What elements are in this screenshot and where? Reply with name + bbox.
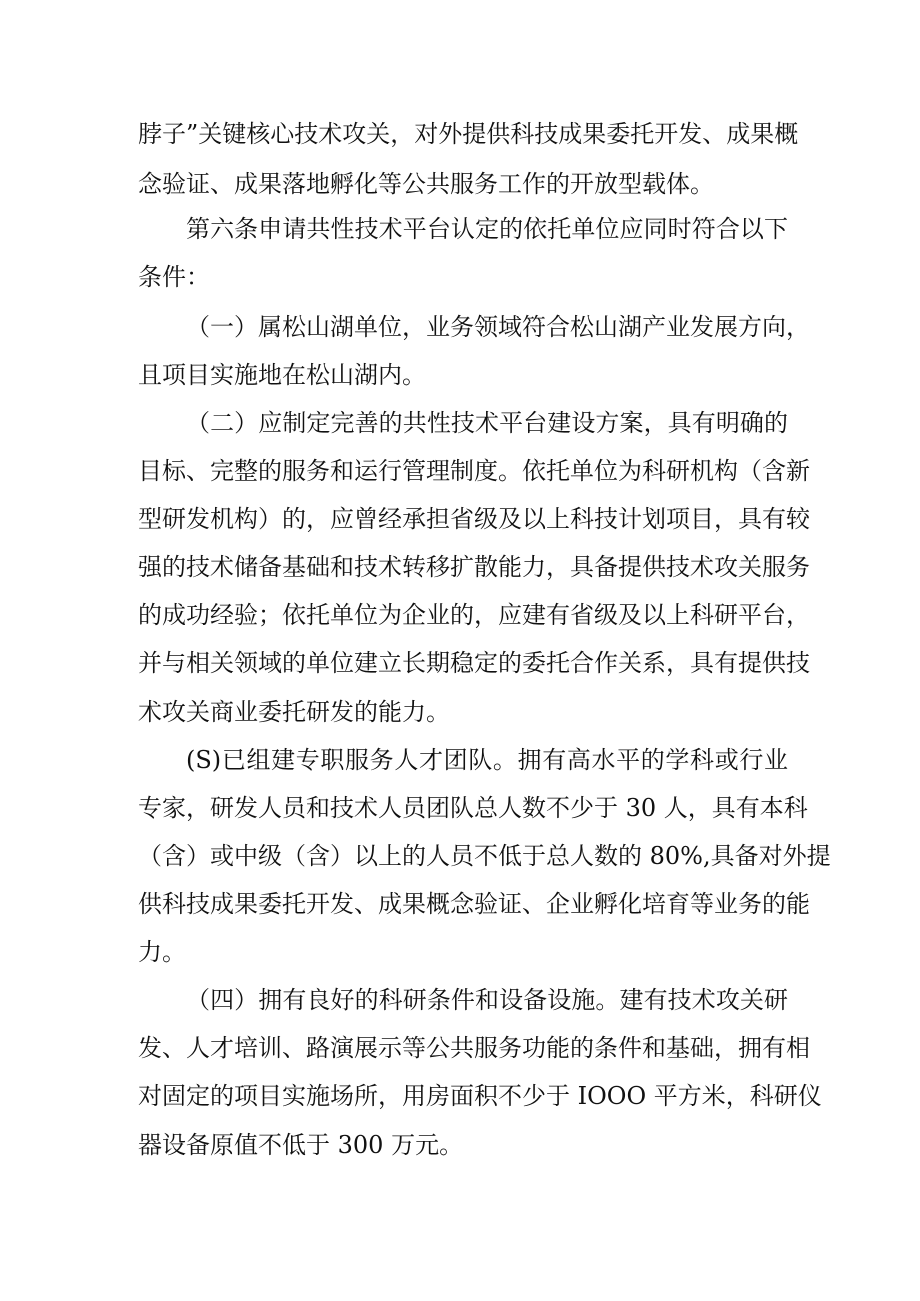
text-line: (S)已组建专职服务人才团队。拥有高水平的学科或行业 [186,746,788,774]
text-line: 并与相关领域的单位建立长期稳定的委托合作关系，具有提供技 [138,649,810,677]
text-line: （四）拥有良好的科研条件和设备设施。建有技术攻关研 [186,986,788,1014]
text-line: 第六条申请共性技术平台认定的依托单位应同时符合以下 [186,215,788,243]
text-line: （一）属松山湖单位，业务领域符合松山湖产业发展方向， [186,313,810,341]
text-line: 术攻关商业委托研发的能力。 [138,698,450,726]
text-line: 器设备原值不低于 300 万元。 [138,1131,464,1159]
text-line: 对固定的项目实施场所，用房面积不少于 IOOO 平方米，科研仪 [138,1082,822,1110]
text-line: 发、人才培训、路演展示等公共服务功能的条件和基础，拥有相 [138,1034,810,1062]
text-line: 念验证、成果落地孵化等公共服务工作的开放型载体。 [138,170,714,198]
text-line: 脖子”关键核心技术攻关，对外提供科技成果委托开发、成果概 [138,120,799,148]
text-line: 且项目实施地在松山湖内。 [138,361,426,389]
text-line: 力。 [138,938,186,966]
text-line: 型研发机构）的，应曾经承担省级及以上科技计划项目，具有较 [138,505,810,533]
text-line: 强的技术储备基础和技术转移扩散能力，具备提供技术攻关服务 [138,553,810,581]
text-line: 供科技成果委托开发、成果概念验证、企业孵化培育等业务的能 [138,890,810,918]
text-line: 专家，研发人员和技术人员团队总人数不少于 30 人，具有本科 [138,794,808,822]
text-line: （二）应制定完善的共性技术平台建设方案，具有明确的 [186,409,788,437]
text-line: （含）或中级（含）以上的人员不低于总人数的 80%,具备对外提 [138,842,831,870]
text-line: 的成功经验；依托单位为企业的，应建有省级及以上科研平台， [138,601,810,629]
text-line: 条件： [138,263,210,291]
text-line: 目标、完整的服务和运行管理制度。依托单位为科研机构（含新 [138,457,810,485]
